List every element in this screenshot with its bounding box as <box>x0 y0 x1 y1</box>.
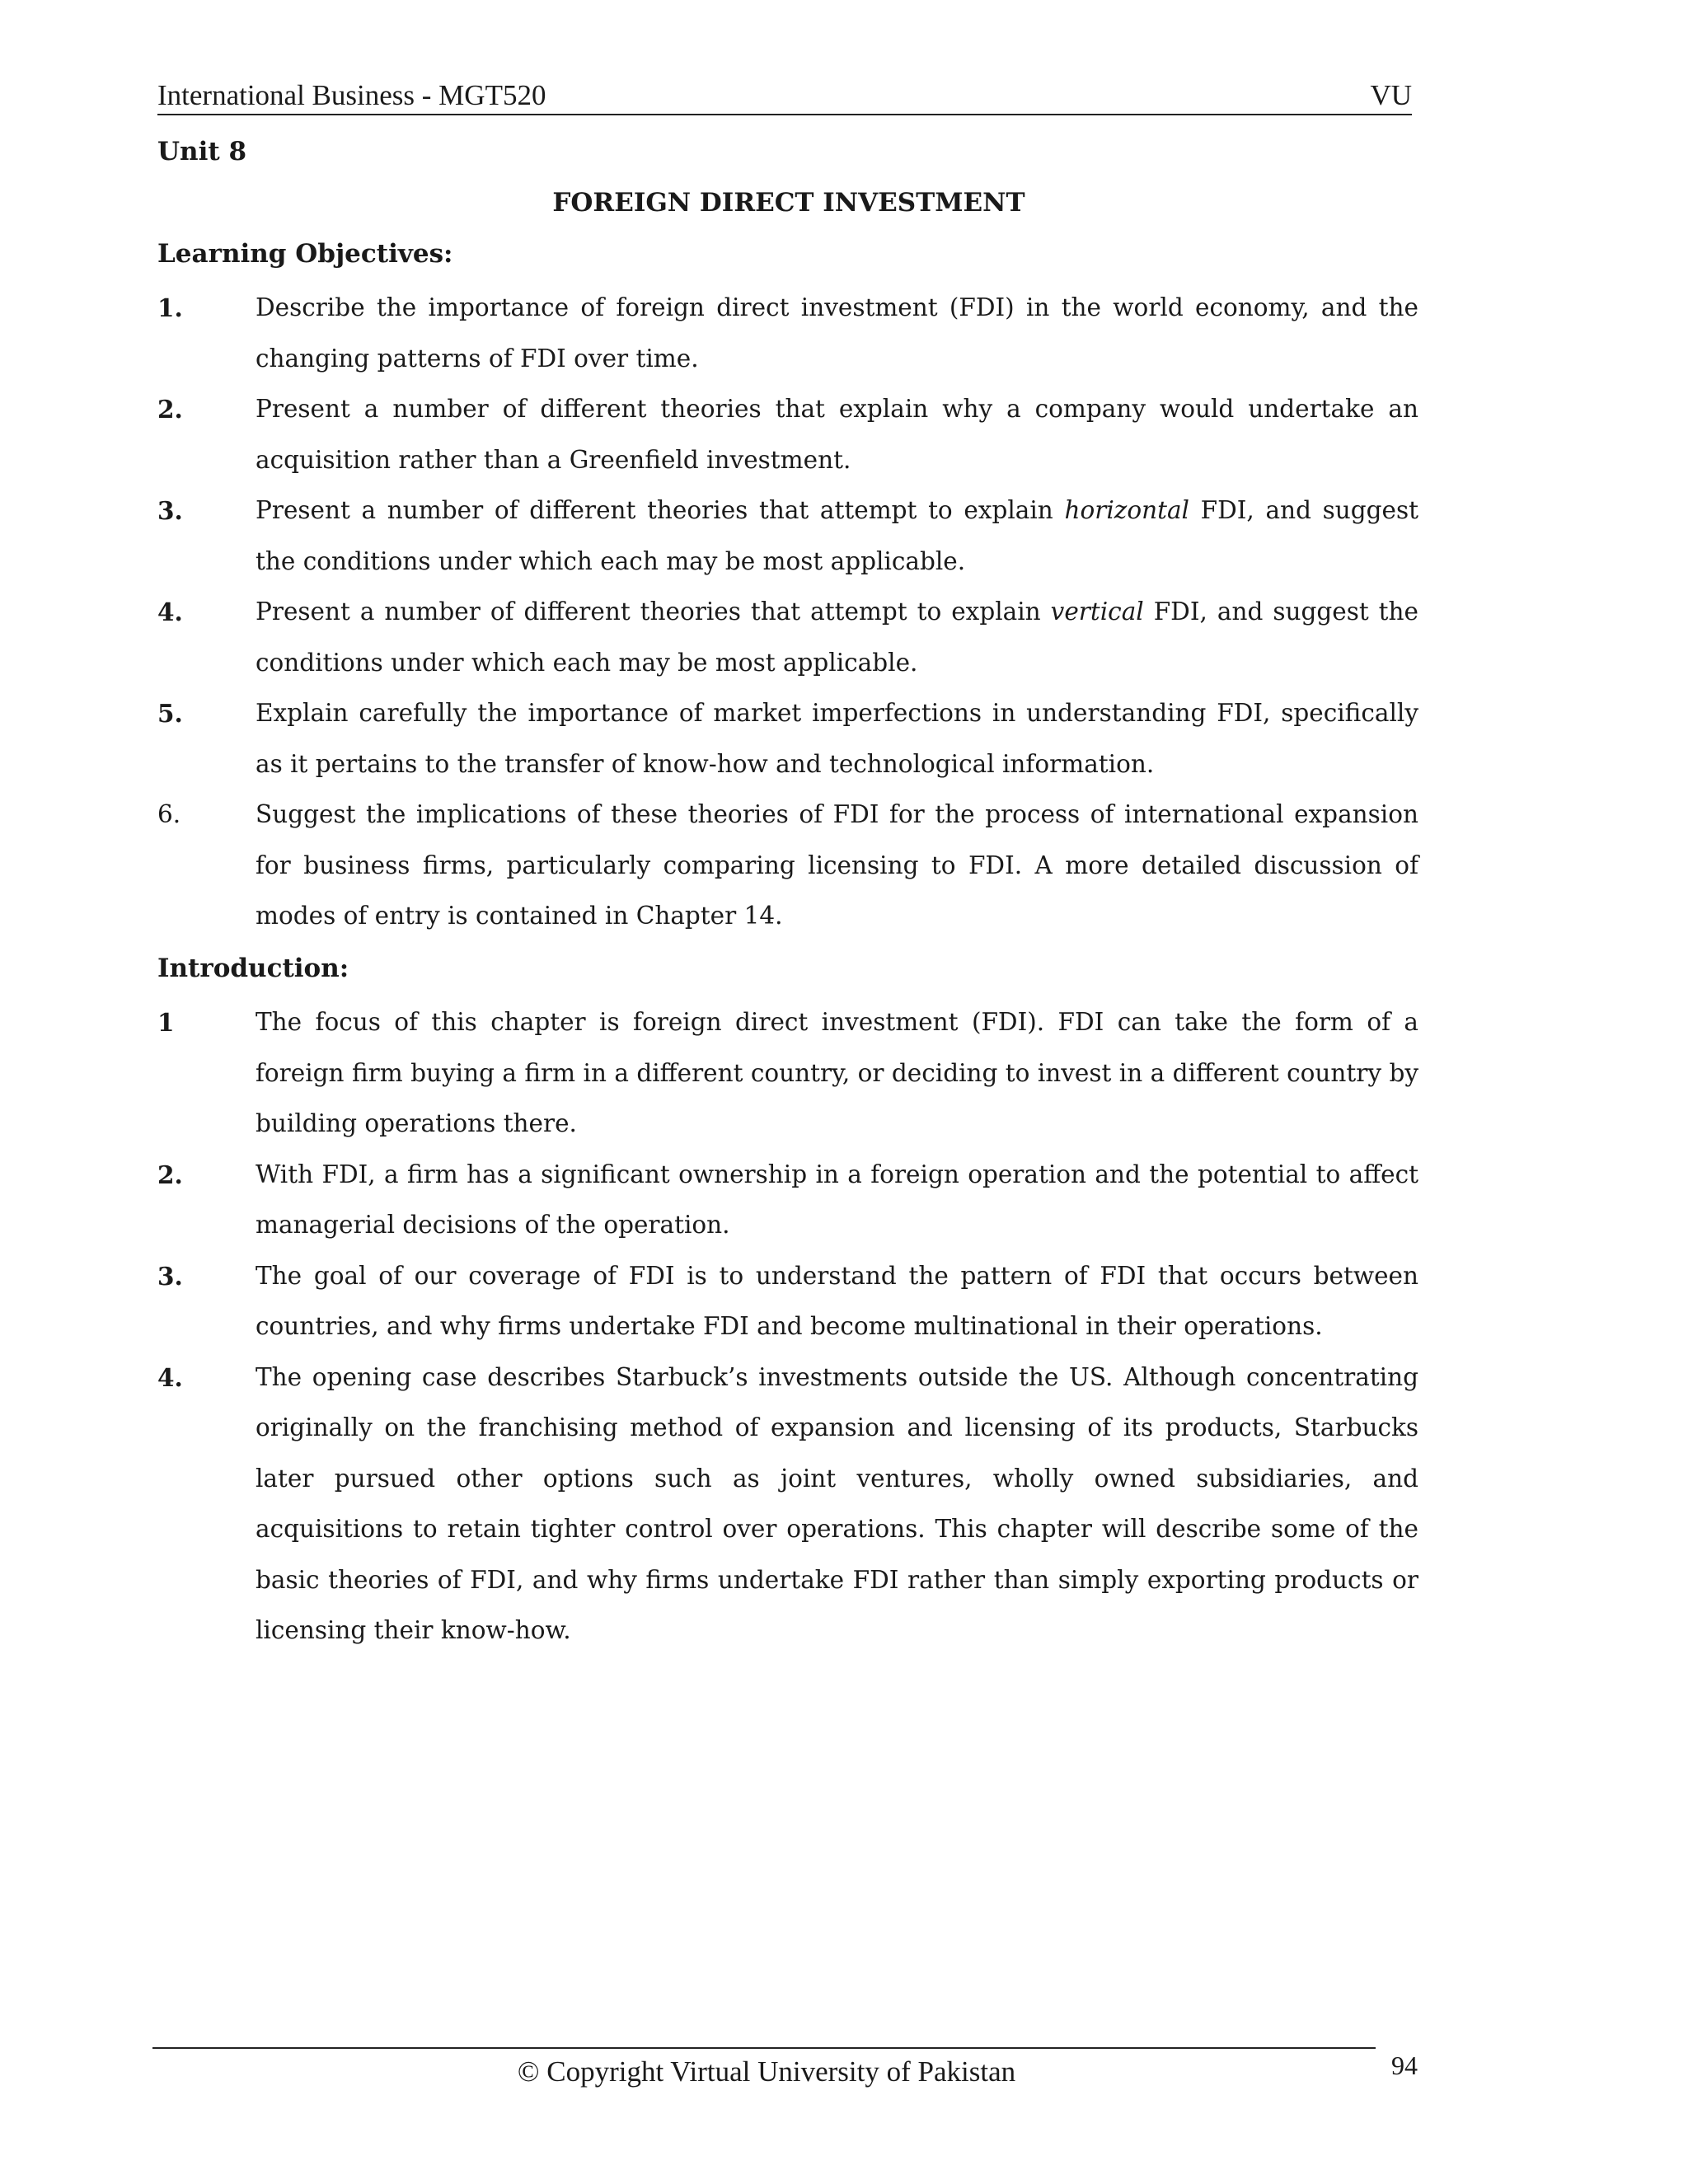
institution-label: VU <box>1370 79 1412 111</box>
page-header <box>157 76 1412 115</box>
learning-objectives-heading: Learning Objectives: <box>157 239 453 269</box>
item-text <box>256 485 1418 587</box>
learning-objectives-list <box>157 283 1418 942</box>
item-number: 4. <box>157 1362 183 1392</box>
item-number: 4. <box>157 598 183 626</box>
item-number: 1. <box>157 293 183 322</box>
list-item <box>157 688 1418 790</box>
list-item <box>157 283 1418 384</box>
item-number: 5. <box>157 699 183 728</box>
course-title: International Business - MGT520 <box>157 79 546 111</box>
item-number: 2. <box>157 1160 183 1189</box>
item-text: Present a number of different theories that explain why a company would undertake an acquisition rather than a Greenfield investment. <box>256 395 1418 474</box>
item-text <box>256 587 1418 688</box>
unit-label: Unit 8 <box>157 137 247 166</box>
item-text: Suggest the implications of these theories of FDI for the process of international expansion for business firms, particularly comparing licensing to FDI. A more detailed discussion of modes of entry is contained in Chapter 14. <box>256 800 1418 930</box>
item-text: With FDI, a firm has a significant ownership in a foreign operation and the potential to affect managerial decisions of the operation. <box>256 1160 1418 1239</box>
item-text-after: FDI, and suggest the conditions under which each may be most applicable. <box>256 496 1418 575</box>
item-text: Describe the importance of foreign direct investment (FDI) in the world economy, and the changing patterns of FDI over time. <box>256 293 1418 373</box>
item-text-before: Present a number of different theories that attempt to explain <box>256 496 1065 524</box>
list-item <box>157 384 1418 485</box>
list-item <box>157 997 1418 1150</box>
list-item <box>157 485 1418 587</box>
item-text: The goal of our coverage of FDI is to understand the pattern of FDI that occurs between countries, and why firms undertake FDI and become multinational in their operations. <box>256 1261 1418 1340</box>
item-text: Explain carefully the importance of market imperfections in understanding FDI, specifically as it pertains to the transfer of know-how and technological information. <box>256 699 1418 778</box>
item-text-before: Present a number of different theories that attempt to explain <box>256 598 1051 626</box>
chapter-title: FOREIGN DIRECT INVESTMENT <box>552 188 1025 218</box>
item-text-emphasis: horizontal <box>1064 496 1189 524</box>
item-number: 3. <box>157 496 183 525</box>
page-number: 94 <box>1391 2050 1418 2080</box>
introduction-heading: Introduction: <box>157 954 349 983</box>
item-number: 3. <box>157 1261 183 1291</box>
introduction-list <box>157 997 1418 1657</box>
copyright-notice: © Copyright Virtual University of Pakistan <box>517 2055 1016 2088</box>
list-item <box>157 587 1418 688</box>
item-text-after: FDI, and suggest the conditions under which each may be most applicable. <box>256 598 1418 677</box>
list-item <box>157 1150 1418 1251</box>
item-number: 2. <box>157 395 183 424</box>
list-item <box>157 1352 1418 1657</box>
item-text: The opening case describes Starbuck’s investments outside the US. Although concentrating originally on the franchising method of expansion and licensing of its products, Starbucks later pursued other options such as joint ventures, wholly owned subsidiaries, and acquisitions to retain tighter control over operations. This chapter will describe some of the basic theories of FDI, and why firms undertake FDI rather than simply exporting products or licensing their know-how. <box>256 1362 1418 1644</box>
item-number: 1 <box>157 1008 175 1037</box>
item-number: 6. <box>157 800 181 828</box>
item-text-emphasis: vertical <box>1050 598 1144 626</box>
item-text: The focus of this chapter is foreign direct investment (FDI). FDI can take the form of a foreign firm buying a firm in a different country, or deciding to invest in a different country by building operations there. <box>256 1008 1418 1137</box>
list-item <box>157 790 1418 942</box>
list-item <box>157 1251 1418 1352</box>
footer-divider <box>152 2047 1376 2049</box>
